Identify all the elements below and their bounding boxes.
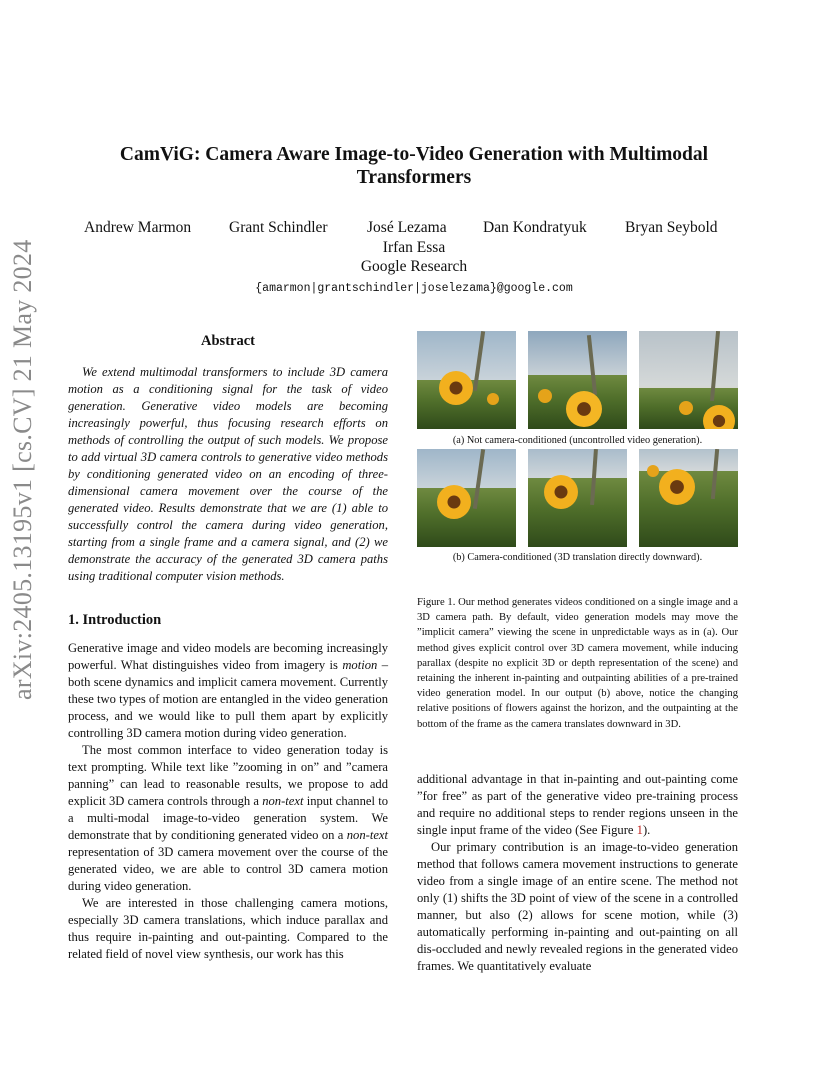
right-paragraph-2: Our primary contribution is an image-to-video generation method that follows camera movement instructions to generate video from a single image of an entire scene. The method not only (1) shifts the 3D point of view of the scene in a controlled manner, but also (2) allows for scene motion, while (3) automatically performing in-painting and out-painting on all dis-occluded and newly revealed regions in the generated video frames. We quantitatively evaluate — [417, 840, 738, 973]
figure-1 — [417, 331, 738, 576]
arxiv-sidebar-id: arXiv:2405.13195v1 [cs.CV] 21 May 2024 — [8, 239, 37, 700]
figure-frame-b1 — [417, 449, 516, 547]
figure-frame-b2 — [528, 449, 627, 547]
author-4: Dan Kondratyuk — [483, 219, 587, 236]
figure-frame-a3 — [639, 331, 738, 429]
email-text: {amarmon|grantschindler|joselezama}@google.com — [255, 282, 573, 295]
affiliation: Google Research — [360, 258, 468, 275]
figure-frame-b3 — [639, 449, 738, 547]
title-line-1: CamViG: Camera Aware Image-to-Video Generation with Multimodal — [119, 144, 709, 165]
figure-frame-a2 — [528, 331, 627, 429]
title-line-2: Transformers — [356, 167, 472, 188]
figure-caption-b: (b) Camera-conditioned (3D translation directly downward). — [452, 552, 703, 563]
figure-frame-a1 — [417, 331, 516, 429]
introduction-body — [68, 640, 388, 963]
figure-1-caption: Figure 1. Our method generates videos conditioned on a single image and a 3D camera path. By default, video generation models may move the ”implicit camera” viewing the scene in unpredictable ways as in (a). Our method gives explicit control over 3D camera movement, while inducing parallax (despite no explicit 3D or depth representation of the scene) and retaining the inherent in-painting and outpainting abilities of a pre-trained video generation model. In our output (b) above, notice the changing relative positions of flowers against the horizon, and the outpainting at the bottom of the frame as the camera translates downward in 3D. — [417, 597, 738, 730]
author-emails — [0, 280, 828, 296]
right-paragraph-1: additional advantage in that in-painting and out-painting come ”for free” as part of the generative video pre-training process and require no additional steps to render regions unseen in the single input frame of the video (See Figure 1). — [417, 772, 738, 837]
figure-reference-link[interactable]: 1 — [636, 823, 643, 837]
author-1: Andrew Marmon — [84, 219, 192, 236]
author-2: Grant Schindler — [229, 219, 328, 236]
intro-paragraph-2: The most common interface to video generation today is text prompting. While text like ”zooming in on” and ”camera panning” can lead to reasonable results, we propose to add explicit 3D camera controls through a non-text input channel to a multi-modal image-to-video generation system. We demonstrate that by conditioning generated video on a non-text representation of 3D camera movement over the course of the generated video, we are able to control 3D camera motion during video generation. — [68, 743, 388, 893]
abstract-text: We extend multimodal transformers to include 3D camera motion as a conditioning signal for the task of video generation. Generative video models are becoming increasingly powerful, thus focusing research efforts on methods of controlling the output of such models. We propose to add virtual 3D camera controls to generative video methods by conditioning generated video on an encoding of three-dimensional camera movement over the course of the generated video. Results demonstrate that we are (1) able to successfully control the camera during video generation, starting from a single frame and a camera signal, and (2) we demonstrate the accuracy of the generated 3D camera paths using traditional computer vision methods. — [68, 365, 388, 583]
author-5: Bryan Seybold — [625, 219, 718, 236]
author-6: Irfan Essa — [382, 239, 446, 256]
right-column-body — [417, 771, 738, 975]
figure-caption-a: (a) Not camera-conditioned (uncontrolled video generation). — [452, 435, 703, 446]
abstract-body — [68, 364, 388, 585]
intro-paragraph-1: Generative image and video models are becoming increasingly powerful. What distinguishes video from imagery is motion – both scene dynamics and implicit camera movement. Currently these two types of motion are entangled in the video generation process, and we would like to pull them apart by explicitly controlling 3D camera motion during video generation. — [68, 641, 388, 740]
intro-paragraph-3: We are interested in those challenging camera motions, especially 3D camera translations, which induce parallax and thus require in-painting and out-painting. Compared to the related field of novel view synthesis, our work has this — [68, 896, 388, 961]
author-3: José Lezama — [367, 219, 447, 236]
abstract-heading: Abstract — [201, 333, 255, 349]
introduction-heading: 1. Introduction — [68, 612, 162, 628]
paper-title — [0, 143, 828, 189]
